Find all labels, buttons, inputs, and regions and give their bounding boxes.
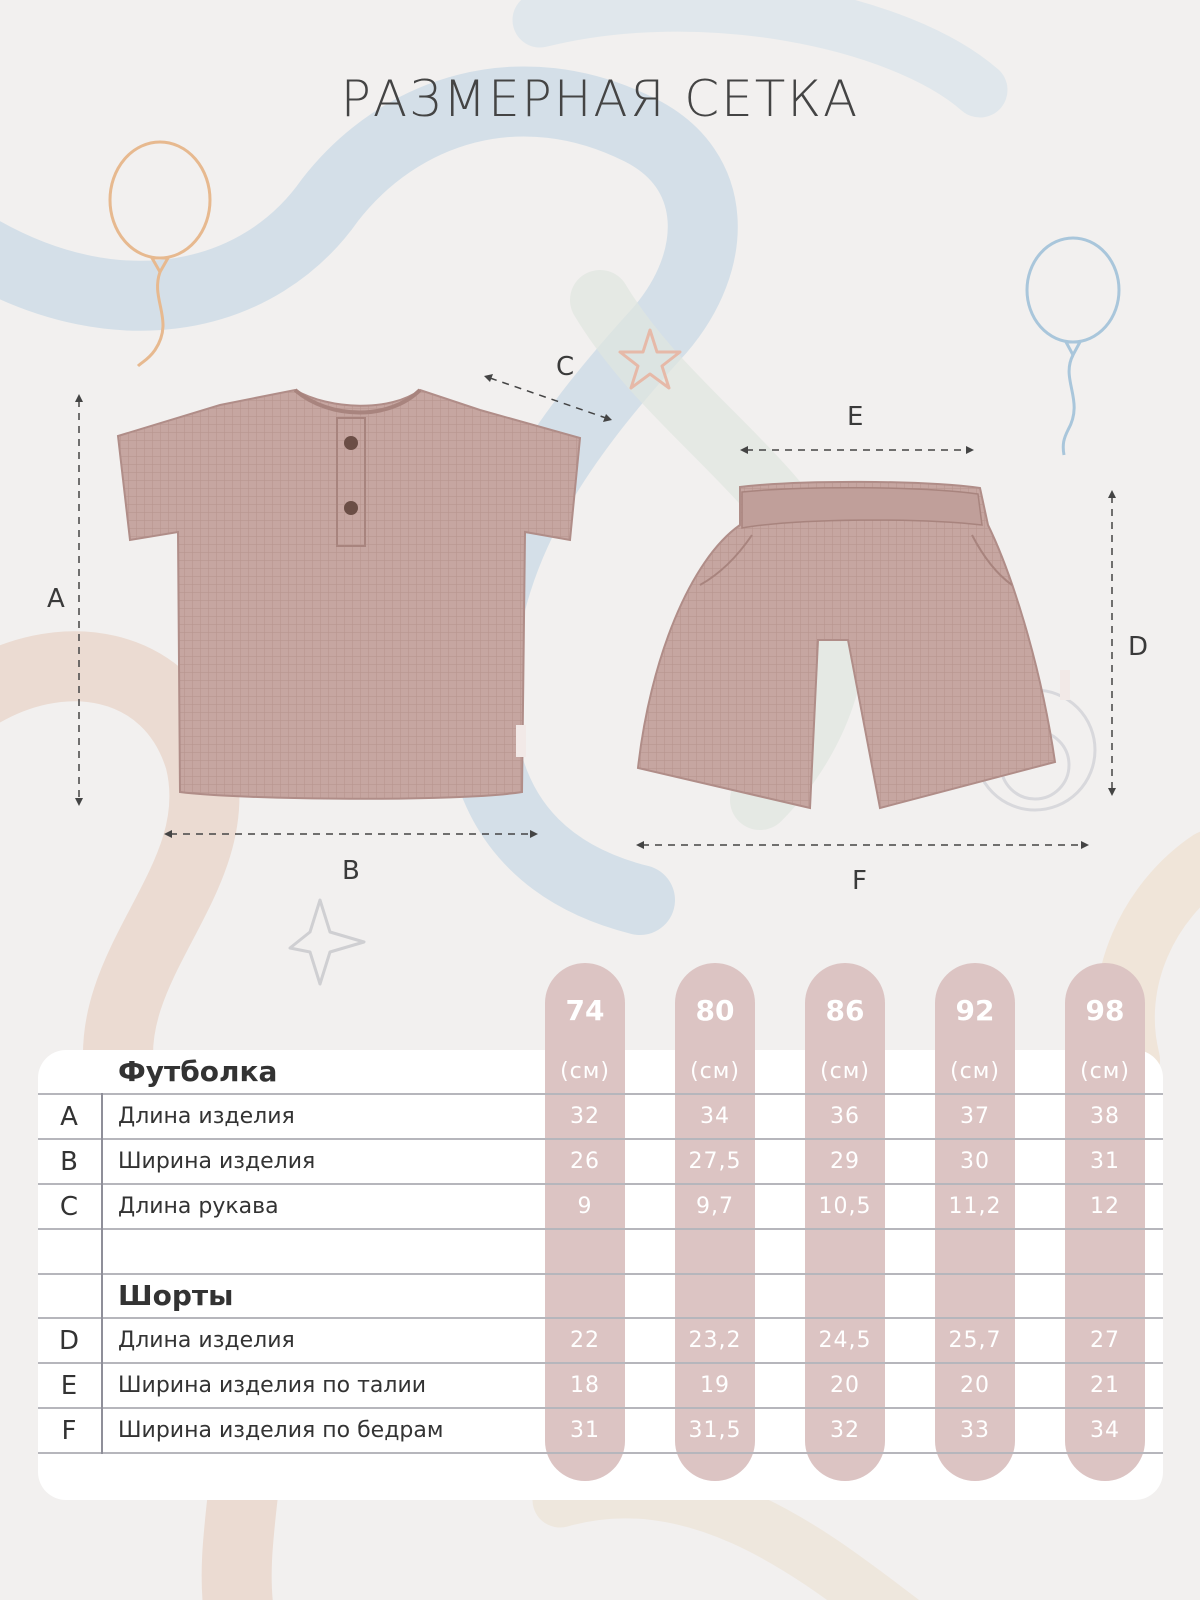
tshirt-heading: Футболка	[118, 1055, 278, 1088]
button-icon	[344, 436, 358, 450]
row-label: Ширина изделия по талии	[118, 1373, 427, 1398]
table-cell: 21	[1090, 1373, 1120, 1398]
table-cell: 10,5	[818, 1194, 872, 1219]
arrow-c	[490, 378, 606, 418]
unit-label: (см)	[690, 1059, 740, 1084]
row-letter: A	[60, 1102, 78, 1132]
table-cell: 31	[1090, 1149, 1120, 1174]
dimension-label-f: F	[852, 866, 867, 896]
table-cell: 27,5	[688, 1149, 742, 1174]
row-letter: F	[61, 1416, 77, 1446]
table-cell: 37	[960, 1104, 990, 1129]
row-letter: D	[58, 1326, 80, 1356]
row-label: Длина рукава	[118, 1194, 279, 1219]
table-cell: 25,7	[948, 1328, 1002, 1353]
table-cell: 34	[1090, 1418, 1120, 1443]
row-label: Ширина изделия по бедрам	[118, 1418, 444, 1443]
table-cell: 32	[830, 1418, 860, 1443]
table-cell: 36	[830, 1104, 860, 1129]
row-label: Длина изделия	[118, 1328, 295, 1353]
table-cell: 11,2	[948, 1194, 1002, 1219]
table-cell: 18	[570, 1373, 600, 1398]
unit-label: (см)	[820, 1059, 870, 1084]
size-header: 98	[1085, 994, 1125, 1027]
row-letter: B	[60, 1147, 78, 1177]
dimension-label-d: D	[1128, 632, 1149, 662]
dimension-label-e: E	[847, 402, 864, 432]
row-letter: C	[59, 1192, 79, 1222]
table-cell: 30	[960, 1149, 990, 1174]
size-header: 80	[695, 994, 735, 1027]
dimension-label-a: A	[47, 584, 65, 614]
table-cell: 31	[570, 1418, 600, 1443]
table-cell: 33	[960, 1418, 990, 1443]
table-cell: 38	[1090, 1104, 1120, 1129]
bottom-swirl	[560, 1491, 900, 1600]
row-label: Длина изделия	[118, 1104, 295, 1129]
table-cell: 29	[830, 1149, 860, 1174]
shorts-heading: Шорты	[118, 1279, 234, 1312]
table-cell: 32	[570, 1104, 600, 1129]
shorts-image	[638, 482, 1070, 808]
size-header: 92	[955, 994, 995, 1027]
table-cell: 27	[1090, 1328, 1120, 1353]
table-cell: 31,5	[688, 1418, 742, 1443]
dimension-label-c: C	[556, 352, 575, 382]
table-cell: 26	[570, 1149, 600, 1174]
table-cell: 22	[570, 1328, 600, 1353]
button-icon	[344, 501, 358, 515]
table-cell: 12	[1090, 1194, 1120, 1219]
unit-label: (см)	[560, 1059, 610, 1084]
table-cell: 20	[960, 1373, 990, 1398]
table-cell: 9	[577, 1194, 593, 1219]
size-header: 74	[565, 994, 605, 1027]
unit-label: (см)	[950, 1059, 1000, 1084]
table-vertical-divider	[101, 1093, 103, 1454]
table-cell: 19	[700, 1373, 730, 1398]
table-cell: 34	[700, 1104, 730, 1129]
row-letter: E	[60, 1371, 78, 1401]
size-header: 86	[825, 994, 865, 1027]
unit-label: (см)	[1080, 1059, 1130, 1084]
table-cell: 24,5	[818, 1328, 872, 1353]
tshirt-image	[118, 390, 580, 799]
dimension-label-b: B	[342, 856, 360, 886]
row-label: Ширина изделия	[118, 1149, 316, 1174]
page-title: РАЗМЕРНАЯ СЕТКА	[340, 70, 860, 128]
table-cell: 20	[830, 1373, 860, 1398]
table-cell: 9,7	[696, 1194, 734, 1219]
table-cell: 23,2	[688, 1328, 742, 1353]
